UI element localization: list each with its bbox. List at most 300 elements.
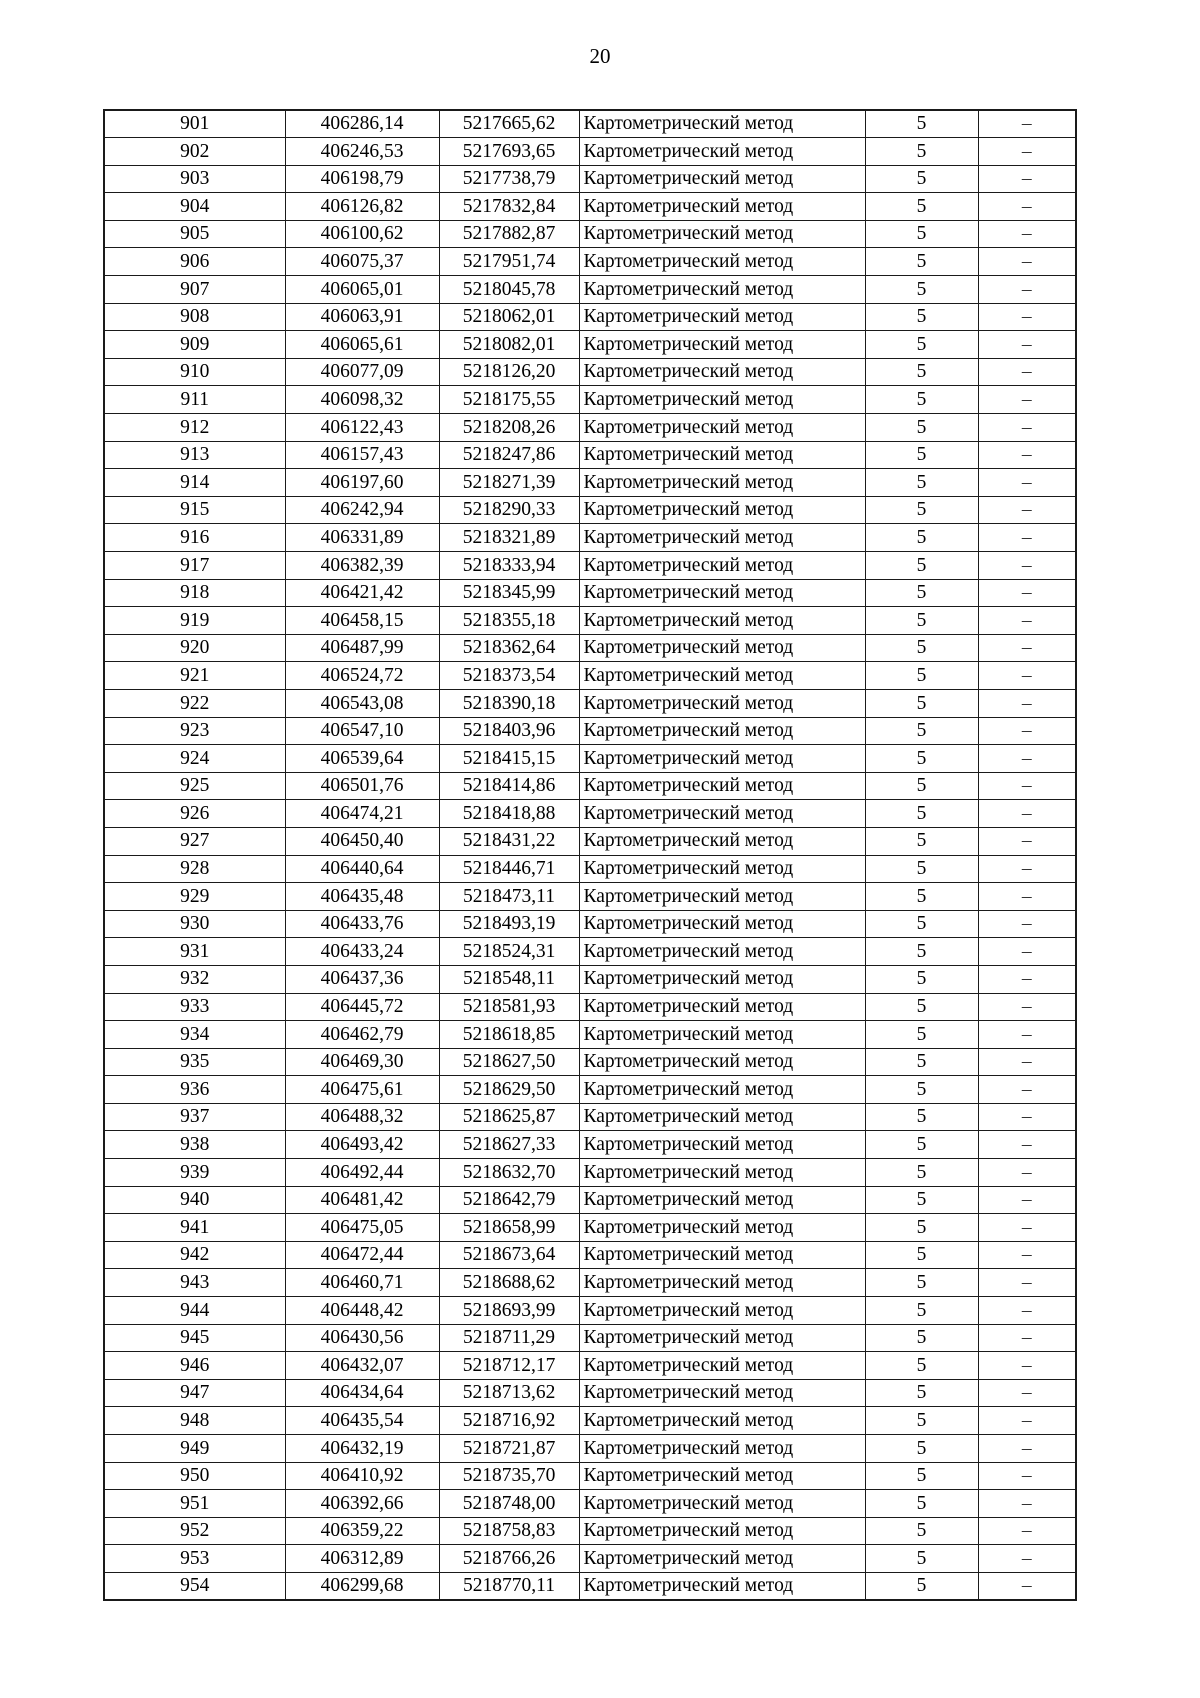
accuracy-cell: 5 bbox=[865, 1462, 978, 1490]
accuracy-cell: 5 bbox=[865, 993, 978, 1021]
point-number-cell: 921 bbox=[104, 662, 285, 690]
note-cell: – bbox=[978, 1103, 1076, 1131]
note-cell: – bbox=[978, 1076, 1076, 1104]
method-cell: Картометрический метод bbox=[579, 745, 865, 773]
y-coordinate-cell: 5218625,87 bbox=[439, 1103, 579, 1131]
y-coordinate-cell: 5218618,85 bbox=[439, 1021, 579, 1049]
x-coordinate-cell: 406286,14 bbox=[285, 110, 439, 138]
x-coordinate-cell: 406126,82 bbox=[285, 193, 439, 221]
accuracy-cell: 5 bbox=[865, 579, 978, 607]
x-coordinate-cell: 406075,37 bbox=[285, 248, 439, 276]
table-row bbox=[104, 965, 1076, 993]
method-cell: Картометрический метод bbox=[579, 1131, 865, 1159]
note-cell: – bbox=[978, 469, 1076, 497]
point-number-cell: 941 bbox=[104, 1214, 285, 1242]
x-coordinate-cell: 406462,79 bbox=[285, 1021, 439, 1049]
y-coordinate-cell: 5217882,87 bbox=[439, 220, 579, 248]
y-coordinate-cell: 5218390,18 bbox=[439, 689, 579, 717]
note-cell: – bbox=[978, 634, 1076, 662]
table-row bbox=[104, 1572, 1076, 1600]
table-row bbox=[104, 1269, 1076, 1297]
accuracy-cell: 5 bbox=[865, 1048, 978, 1076]
y-coordinate-cell: 5218524,31 bbox=[439, 938, 579, 966]
method-cell: Картометрический метод bbox=[579, 165, 865, 193]
table-row bbox=[104, 441, 1076, 469]
accuracy-cell: 5 bbox=[865, 1021, 978, 1049]
note-cell: – bbox=[978, 441, 1076, 469]
method-cell: Картометрический метод bbox=[579, 579, 865, 607]
note-cell: – bbox=[978, 220, 1076, 248]
method-cell: Картометрический метод bbox=[579, 414, 865, 442]
table-row bbox=[104, 1545, 1076, 1573]
note-cell: – bbox=[978, 552, 1076, 580]
table-row bbox=[104, 910, 1076, 938]
point-number-cell: 902 bbox=[104, 138, 285, 166]
table-row bbox=[104, 855, 1076, 883]
table-row bbox=[104, 110, 1076, 138]
accuracy-cell: 5 bbox=[865, 1545, 978, 1573]
table-row bbox=[104, 1324, 1076, 1352]
table-row bbox=[104, 138, 1076, 166]
accuracy-cell: 5 bbox=[865, 220, 978, 248]
method-cell: Картометрический метод bbox=[579, 1103, 865, 1131]
method-cell: Картометрический метод bbox=[579, 1545, 865, 1573]
y-coordinate-cell: 5218355,18 bbox=[439, 607, 579, 635]
table-row bbox=[104, 276, 1076, 304]
accuracy-cell: 5 bbox=[865, 910, 978, 938]
table-row bbox=[104, 386, 1076, 414]
y-coordinate-cell: 5218126,20 bbox=[439, 358, 579, 386]
point-number-cell: 935 bbox=[104, 1048, 285, 1076]
point-number-cell: 943 bbox=[104, 1269, 285, 1297]
point-number-cell: 954 bbox=[104, 1572, 285, 1600]
x-coordinate-cell: 406469,30 bbox=[285, 1048, 439, 1076]
table-row bbox=[104, 662, 1076, 690]
table-body bbox=[104, 110, 1076, 1600]
note-cell: – bbox=[978, 138, 1076, 166]
x-coordinate-cell: 406432,07 bbox=[285, 1352, 439, 1380]
x-coordinate-cell: 406501,76 bbox=[285, 772, 439, 800]
note-cell: – bbox=[978, 910, 1076, 938]
note-cell: – bbox=[978, 193, 1076, 221]
point-number-cell: 919 bbox=[104, 607, 285, 635]
point-number-cell: 922 bbox=[104, 689, 285, 717]
note-cell: – bbox=[978, 717, 1076, 745]
point-number-cell: 920 bbox=[104, 634, 285, 662]
note-cell: – bbox=[978, 358, 1076, 386]
accuracy-cell: 5 bbox=[865, 1241, 978, 1269]
y-coordinate-cell: 5218418,88 bbox=[439, 800, 579, 828]
method-cell: Картометрический метод bbox=[579, 138, 865, 166]
point-number-cell: 915 bbox=[104, 496, 285, 524]
point-number-cell: 946 bbox=[104, 1352, 285, 1380]
table-row bbox=[104, 1517, 1076, 1545]
y-coordinate-cell: 5218446,71 bbox=[439, 855, 579, 883]
x-coordinate-cell: 406430,56 bbox=[285, 1324, 439, 1352]
accuracy-cell: 5 bbox=[865, 827, 978, 855]
y-coordinate-cell: 5218175,55 bbox=[439, 386, 579, 414]
point-number-cell: 908 bbox=[104, 303, 285, 331]
x-coordinate-cell: 406063,91 bbox=[285, 303, 439, 331]
point-number-cell: 932 bbox=[104, 965, 285, 993]
x-coordinate-cell: 406460,71 bbox=[285, 1269, 439, 1297]
point-number-cell: 936 bbox=[104, 1076, 285, 1104]
method-cell: Картометрический метод bbox=[579, 358, 865, 386]
table-row bbox=[104, 1435, 1076, 1463]
y-coordinate-cell: 5217693,65 bbox=[439, 138, 579, 166]
accuracy-cell: 5 bbox=[865, 1076, 978, 1104]
accuracy-cell: 5 bbox=[865, 662, 978, 690]
note-cell: – bbox=[978, 883, 1076, 911]
table-row bbox=[104, 1241, 1076, 1269]
y-coordinate-cell: 5218693,99 bbox=[439, 1297, 579, 1325]
accuracy-cell: 5 bbox=[865, 1572, 978, 1600]
x-coordinate-cell: 406299,68 bbox=[285, 1572, 439, 1600]
table-row bbox=[104, 800, 1076, 828]
x-coordinate-cell: 406100,62 bbox=[285, 220, 439, 248]
x-coordinate-cell: 406492,44 bbox=[285, 1159, 439, 1187]
point-number-cell: 934 bbox=[104, 1021, 285, 1049]
note-cell: – bbox=[978, 303, 1076, 331]
point-number-cell: 925 bbox=[104, 772, 285, 800]
point-number-cell: 911 bbox=[104, 386, 285, 414]
table-row bbox=[104, 193, 1076, 221]
y-coordinate-cell: 5218548,11 bbox=[439, 965, 579, 993]
y-coordinate-cell: 5218627,33 bbox=[439, 1131, 579, 1159]
y-coordinate-cell: 5217951,74 bbox=[439, 248, 579, 276]
x-coordinate-cell: 406421,42 bbox=[285, 579, 439, 607]
x-coordinate-cell: 406410,92 bbox=[285, 1462, 439, 1490]
y-coordinate-cell: 5218766,26 bbox=[439, 1545, 579, 1573]
y-coordinate-cell: 5218770,11 bbox=[439, 1572, 579, 1600]
y-coordinate-cell: 5217665,62 bbox=[439, 110, 579, 138]
x-coordinate-cell: 406475,05 bbox=[285, 1214, 439, 1242]
y-coordinate-cell: 5218632,70 bbox=[439, 1159, 579, 1187]
method-cell: Картометрический метод bbox=[579, 910, 865, 938]
method-cell: Картометрический метод bbox=[579, 524, 865, 552]
method-cell: Картометрический метод bbox=[579, 827, 865, 855]
x-coordinate-cell: 406448,42 bbox=[285, 1297, 439, 1325]
y-coordinate-cell: 5218082,01 bbox=[439, 331, 579, 359]
accuracy-cell: 5 bbox=[865, 1407, 978, 1435]
method-cell: Картометрический метод bbox=[579, 1159, 865, 1187]
x-coordinate-cell: 406432,19 bbox=[285, 1435, 439, 1463]
method-cell: Картометрический метод bbox=[579, 1241, 865, 1269]
table-row bbox=[104, 1186, 1076, 1214]
coordinates-table bbox=[103, 109, 1077, 1601]
y-coordinate-cell: 5218721,87 bbox=[439, 1435, 579, 1463]
note-cell: – bbox=[978, 1021, 1076, 1049]
table-row bbox=[104, 1297, 1076, 1325]
y-coordinate-cell: 5218629,50 bbox=[439, 1076, 579, 1104]
method-cell: Картометрический метод bbox=[579, 303, 865, 331]
note-cell: – bbox=[978, 496, 1076, 524]
table-row bbox=[104, 469, 1076, 497]
accuracy-cell: 5 bbox=[865, 689, 978, 717]
table-row bbox=[104, 993, 1076, 1021]
point-number-cell: 916 bbox=[104, 524, 285, 552]
x-coordinate-cell: 406440,64 bbox=[285, 855, 439, 883]
y-coordinate-cell: 5218748,00 bbox=[439, 1490, 579, 1518]
y-coordinate-cell: 5218414,86 bbox=[439, 772, 579, 800]
method-cell: Картометрический метод bbox=[579, 1076, 865, 1104]
x-coordinate-cell: 406547,10 bbox=[285, 717, 439, 745]
point-number-cell: 939 bbox=[104, 1159, 285, 1187]
accuracy-cell: 5 bbox=[865, 358, 978, 386]
table-row bbox=[104, 165, 1076, 193]
accuracy-cell: 5 bbox=[865, 524, 978, 552]
accuracy-cell: 5 bbox=[865, 414, 978, 442]
method-cell: Картометрический метод bbox=[579, 220, 865, 248]
method-cell: Картометрический метод bbox=[579, 965, 865, 993]
point-number-cell: 933 bbox=[104, 993, 285, 1021]
method-cell: Картометрический метод bbox=[579, 1297, 865, 1325]
note-cell: – bbox=[978, 414, 1076, 442]
table-row bbox=[104, 248, 1076, 276]
point-number-cell: 942 bbox=[104, 1241, 285, 1269]
y-coordinate-cell: 5218493,19 bbox=[439, 910, 579, 938]
x-coordinate-cell: 406197,60 bbox=[285, 469, 439, 497]
point-number-cell: 909 bbox=[104, 331, 285, 359]
x-coordinate-cell: 406472,44 bbox=[285, 1241, 439, 1269]
table-row bbox=[104, 358, 1076, 386]
y-coordinate-cell: 5218271,39 bbox=[439, 469, 579, 497]
note-cell: – bbox=[978, 1379, 1076, 1407]
table-row bbox=[104, 1159, 1076, 1187]
x-coordinate-cell: 406392,66 bbox=[285, 1490, 439, 1518]
method-cell: Картометрический метод bbox=[579, 1269, 865, 1297]
method-cell: Картометрический метод bbox=[579, 883, 865, 911]
accuracy-cell: 5 bbox=[865, 469, 978, 497]
point-number-cell: 904 bbox=[104, 193, 285, 221]
point-number-cell: 947 bbox=[104, 1379, 285, 1407]
note-cell: – bbox=[978, 1159, 1076, 1187]
table-row bbox=[104, 1076, 1076, 1104]
table-row bbox=[104, 524, 1076, 552]
note-cell: – bbox=[978, 524, 1076, 552]
note-cell: – bbox=[978, 1545, 1076, 1573]
accuracy-cell: 5 bbox=[865, 1352, 978, 1380]
method-cell: Картометрический метод bbox=[579, 1435, 865, 1463]
x-coordinate-cell: 406450,40 bbox=[285, 827, 439, 855]
y-coordinate-cell: 5218362,64 bbox=[439, 634, 579, 662]
accuracy-cell: 5 bbox=[865, 1269, 978, 1297]
x-coordinate-cell: 406433,76 bbox=[285, 910, 439, 938]
table-row bbox=[104, 552, 1076, 580]
table-row bbox=[104, 303, 1076, 331]
x-coordinate-cell: 406122,43 bbox=[285, 414, 439, 442]
x-coordinate-cell: 406382,39 bbox=[285, 552, 439, 580]
point-number-cell: 918 bbox=[104, 579, 285, 607]
y-coordinate-cell: 5218373,54 bbox=[439, 662, 579, 690]
method-cell: Картометрический метод bbox=[579, 1021, 865, 1049]
x-coordinate-cell: 406435,54 bbox=[285, 1407, 439, 1435]
method-cell: Картометрический метод bbox=[579, 1517, 865, 1545]
accuracy-cell: 5 bbox=[865, 248, 978, 276]
y-coordinate-cell: 5218208,26 bbox=[439, 414, 579, 442]
note-cell: – bbox=[978, 1407, 1076, 1435]
note-cell: – bbox=[978, 993, 1076, 1021]
method-cell: Картометрический метод bbox=[579, 800, 865, 828]
method-cell: Картометрический метод bbox=[579, 552, 865, 580]
y-coordinate-cell: 5218431,22 bbox=[439, 827, 579, 855]
point-number-cell: 948 bbox=[104, 1407, 285, 1435]
table-row bbox=[104, 331, 1076, 359]
table-row bbox=[104, 1021, 1076, 1049]
table-row bbox=[104, 607, 1076, 635]
point-number-cell: 945 bbox=[104, 1324, 285, 1352]
page-number: 20 bbox=[589, 44, 611, 68]
accuracy-cell: 5 bbox=[865, 1324, 978, 1352]
note-cell: – bbox=[978, 165, 1076, 193]
table-row bbox=[104, 1214, 1076, 1242]
point-number-cell: 952 bbox=[104, 1517, 285, 1545]
x-coordinate-cell: 406543,08 bbox=[285, 689, 439, 717]
point-number-cell: 940 bbox=[104, 1186, 285, 1214]
table-row bbox=[104, 883, 1076, 911]
method-cell: Картометрический метод bbox=[579, 1407, 865, 1435]
point-number-cell: 938 bbox=[104, 1131, 285, 1159]
y-coordinate-cell: 5218713,62 bbox=[439, 1379, 579, 1407]
x-coordinate-cell: 406065,61 bbox=[285, 331, 439, 359]
y-coordinate-cell: 5218658,99 bbox=[439, 1214, 579, 1242]
note-cell: – bbox=[978, 1048, 1076, 1076]
x-coordinate-cell: 406065,01 bbox=[285, 276, 439, 304]
y-coordinate-cell: 5218247,86 bbox=[439, 441, 579, 469]
accuracy-cell: 5 bbox=[865, 800, 978, 828]
x-coordinate-cell: 406077,09 bbox=[285, 358, 439, 386]
table-row bbox=[104, 634, 1076, 662]
x-coordinate-cell: 406433,24 bbox=[285, 938, 439, 966]
x-coordinate-cell: 406475,61 bbox=[285, 1076, 439, 1104]
point-number-cell: 901 bbox=[104, 110, 285, 138]
point-number-cell: 913 bbox=[104, 441, 285, 469]
note-cell: – bbox=[978, 579, 1076, 607]
note-cell: – bbox=[978, 745, 1076, 773]
y-coordinate-cell: 5218711,29 bbox=[439, 1324, 579, 1352]
y-coordinate-cell: 5218716,92 bbox=[439, 1407, 579, 1435]
point-number-cell: 931 bbox=[104, 938, 285, 966]
y-coordinate-cell: 5218062,01 bbox=[439, 303, 579, 331]
method-cell: Картометрический метод bbox=[579, 662, 865, 690]
method-cell: Картометрический метод bbox=[579, 1490, 865, 1518]
method-cell: Картометрический метод bbox=[579, 1379, 865, 1407]
method-cell: Картометрический метод bbox=[579, 993, 865, 1021]
method-cell: Картометрический метод bbox=[579, 1352, 865, 1380]
point-number-cell: 937 bbox=[104, 1103, 285, 1131]
note-cell: – bbox=[978, 331, 1076, 359]
x-coordinate-cell: 406445,72 bbox=[285, 993, 439, 1021]
table-row bbox=[104, 689, 1076, 717]
accuracy-cell: 5 bbox=[865, 138, 978, 166]
table-row bbox=[104, 1407, 1076, 1435]
y-coordinate-cell: 5218333,94 bbox=[439, 552, 579, 580]
accuracy-cell: 5 bbox=[865, 745, 978, 773]
accuracy-cell: 5 bbox=[865, 634, 978, 662]
method-cell: Картометрический метод bbox=[579, 441, 865, 469]
point-number-cell: 930 bbox=[104, 910, 285, 938]
x-coordinate-cell: 406242,94 bbox=[285, 496, 439, 524]
point-number-cell: 923 bbox=[104, 717, 285, 745]
table-row bbox=[104, 496, 1076, 524]
table-row bbox=[104, 414, 1076, 442]
point-number-cell: 927 bbox=[104, 827, 285, 855]
y-coordinate-cell: 5218581,93 bbox=[439, 993, 579, 1021]
y-coordinate-cell: 5218673,64 bbox=[439, 1241, 579, 1269]
accuracy-cell: 5 bbox=[865, 607, 978, 635]
accuracy-cell: 5 bbox=[865, 1186, 978, 1214]
table-row bbox=[104, 1131, 1076, 1159]
method-cell: Картометрический метод bbox=[579, 1186, 865, 1214]
method-cell: Картометрический метод bbox=[579, 110, 865, 138]
method-cell: Картометрический метод bbox=[579, 1214, 865, 1242]
method-cell: Картометрический метод bbox=[579, 1048, 865, 1076]
method-cell: Картометрический метод bbox=[579, 469, 865, 497]
method-cell: Картометрический метод bbox=[579, 248, 865, 276]
accuracy-cell: 5 bbox=[865, 1214, 978, 1242]
accuracy-cell: 5 bbox=[865, 1435, 978, 1463]
method-cell: Картометрический метод bbox=[579, 772, 865, 800]
method-cell: Картометрический метод bbox=[579, 717, 865, 745]
note-cell: – bbox=[978, 938, 1076, 966]
note-cell: – bbox=[978, 1131, 1076, 1159]
table-row bbox=[104, 1352, 1076, 1380]
table-row bbox=[104, 827, 1076, 855]
note-cell: – bbox=[978, 1186, 1076, 1214]
x-coordinate-cell: 406198,79 bbox=[285, 165, 439, 193]
y-coordinate-cell: 5218403,96 bbox=[439, 717, 579, 745]
accuracy-cell: 5 bbox=[865, 1103, 978, 1131]
method-cell: Картометрический метод bbox=[579, 276, 865, 304]
x-coordinate-cell: 406312,89 bbox=[285, 1545, 439, 1573]
accuracy-cell: 5 bbox=[865, 1517, 978, 1545]
accuracy-cell: 5 bbox=[865, 496, 978, 524]
accuracy-cell: 5 bbox=[865, 1131, 978, 1159]
method-cell: Картометрический метод bbox=[579, 938, 865, 966]
note-cell: – bbox=[978, 386, 1076, 414]
point-number-cell: 903 bbox=[104, 165, 285, 193]
note-cell: – bbox=[978, 662, 1076, 690]
accuracy-cell: 5 bbox=[865, 938, 978, 966]
table-row bbox=[104, 579, 1076, 607]
note-cell: – bbox=[978, 827, 1076, 855]
note-cell: – bbox=[978, 772, 1076, 800]
y-coordinate-cell: 5218758,83 bbox=[439, 1517, 579, 1545]
table-row bbox=[104, 220, 1076, 248]
y-coordinate-cell: 5218415,15 bbox=[439, 745, 579, 773]
note-cell: – bbox=[978, 965, 1076, 993]
x-coordinate-cell: 406493,42 bbox=[285, 1131, 439, 1159]
accuracy-cell: 5 bbox=[865, 1159, 978, 1187]
y-coordinate-cell: 5218688,62 bbox=[439, 1269, 579, 1297]
y-coordinate-cell: 5217738,79 bbox=[439, 165, 579, 193]
accuracy-cell: 5 bbox=[865, 965, 978, 993]
accuracy-cell: 5 bbox=[865, 1379, 978, 1407]
point-number-cell: 912 bbox=[104, 414, 285, 442]
x-coordinate-cell: 406098,32 bbox=[285, 386, 439, 414]
y-coordinate-cell: 5218045,78 bbox=[439, 276, 579, 304]
table-row bbox=[104, 1048, 1076, 1076]
method-cell: Картометрический метод bbox=[579, 689, 865, 717]
accuracy-cell: 5 bbox=[865, 552, 978, 580]
accuracy-cell: 5 bbox=[865, 772, 978, 800]
note-cell: – bbox=[978, 607, 1076, 635]
note-cell: – bbox=[978, 1297, 1076, 1325]
point-number-cell: 949 bbox=[104, 1435, 285, 1463]
y-coordinate-cell: 5218290,33 bbox=[439, 496, 579, 524]
x-coordinate-cell: 406435,48 bbox=[285, 883, 439, 911]
point-number-cell: 928 bbox=[104, 855, 285, 883]
